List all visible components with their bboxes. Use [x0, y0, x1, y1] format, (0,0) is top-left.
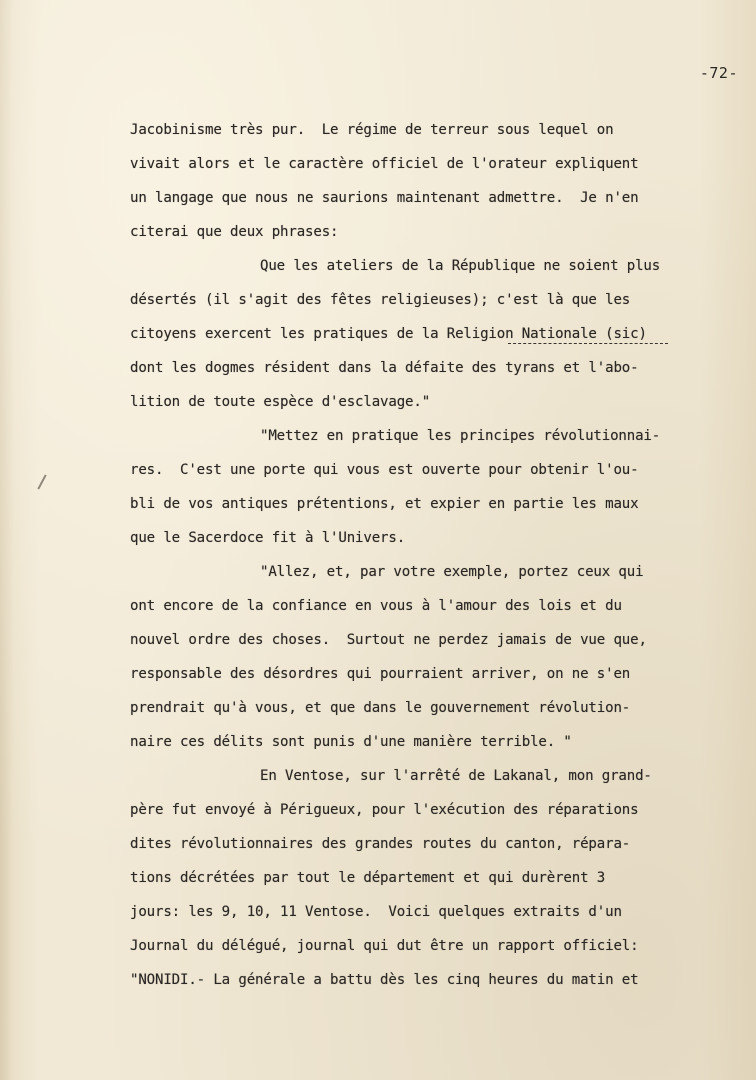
text-line: "NONIDI.- La générale a battu dès les cinq heures du matin et — [130, 972, 639, 988]
text-line: naire ces délits sont punis d'une manière terrible. " — [130, 734, 572, 750]
text-line-indented: Que les ateliers de la République ne soient plus — [260, 258, 661, 274]
text-line-indented: En Ventose, sur l'arrêté de Lakanal, mon grand- — [260, 768, 652, 784]
text-line: lition de toute espèce d'esclavage." — [130, 394, 431, 410]
text-line: Journal du délégué, journal qui dut être un rapport officiel: — [130, 938, 639, 954]
text-line: désertés (il s'agit des fêtes religieuses); c'est là que les — [130, 292, 631, 308]
text-line: vivait alors et le caractère officiel de l'orateur expliquent — [130, 156, 639, 172]
text-line-content: citoyens exercent les pratiques de la Religion Nationale (sic) — [130, 326, 647, 342]
text-line: dont les dogmes résident dans la défaite des tyrans et l'abo- — [130, 360, 639, 376]
text-line: ont encore de la confiance en vous à l'amour des lois et du — [130, 598, 622, 614]
text-line-indented: "Allez, et, par votre exemple, portez ceux qui — [260, 564, 644, 580]
typed-text-block — [130, 113, 756, 997]
margin-pencil-mark — [37, 474, 46, 489]
text-line: dites révolutionnaires des grandes routes du canton, répara- — [130, 836, 631, 852]
text-line: res. C'est une porte qui vous est ouverte pour obtenir l'ou- — [130, 462, 639, 478]
text-line: tions décrétées par tout le département et qui durèrent 3 — [130, 870, 606, 886]
text-line: citerai que deux phrases: — [130, 224, 339, 240]
text-line: que le Sacerdoce fit à l'Univers. — [130, 530, 406, 546]
text-line: bli de vos antiques prétentions, et expier en partie les maux — [130, 496, 639, 512]
text-line: responsable des désordres qui pourraient arriver, on ne s'en — [130, 666, 631, 682]
text-line: nouvel ordre des choses. Surtout ne perdez jamais de vue que, — [130, 632, 647, 648]
text-line: jours: les 9, 10, 11 Ventose. Voici quelques extraits d'un — [130, 904, 622, 920]
text-line: père fut envoyé à Périgueux, pour l'exécution des réparations — [130, 802, 639, 818]
text-line-underlined-phrase — [130, 317, 756, 351]
text-line: prendrait qu'à vous, et que dans le gouvernement révolution- — [130, 700, 631, 716]
page-number: -72- — [699, 64, 738, 82]
text-line-indented: "Mettez en pratique les principes révolutionnai- — [260, 428, 661, 444]
text-line: un langage que nous ne saurions maintenant admettre. Je n'en — [130, 190, 639, 206]
text-line: Jacobinisme très pur. Le régime de terreur sous lequel on — [130, 122, 614, 138]
dashed-underline — [508, 343, 668, 344]
